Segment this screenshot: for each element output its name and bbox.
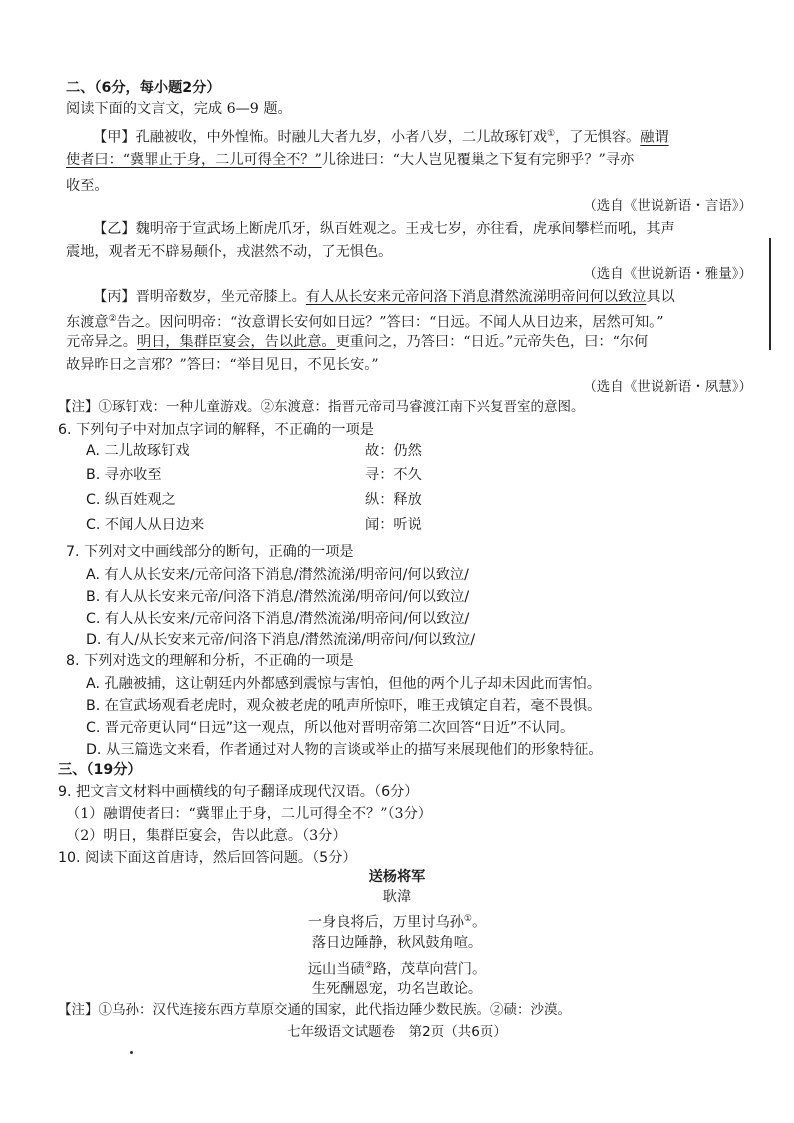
q6-option-b-answer: 寻：不久 [365,467,422,483]
question-10-stem: 10. 阅读下面这首唐诗，然后回答问题。（5分） [58,850,357,866]
underlined-sentence: 有人从长安来元帝问洛下消息潸然流涕明帝问何以致泣 [305,289,647,305]
q9-item-2: （2）明日，集群臣宴会，告以此意。（3分） [66,828,347,844]
q7-option-d: D. 有人/从长安来元帝/问洛下消息/潸然流涕/明帝问/何以致泣/ [86,632,476,648]
margin-rule [769,238,771,350]
text-span: 远山当碛 [307,961,365,978]
poem-title: 送杨将军 [368,869,426,885]
q6-option-d: C. 不闻人从日边来 [86,517,205,533]
q8-option-a: A. 孔融被捕，这让朝廷内外都感到震惊与害怕，但他的两个儿子却未因此而害怕。 [86,676,602,692]
q6-option-c-answer: 纵：释放 [365,492,422,508]
q7-option-c: C. 有人从长安来/元帝问洛下消息/潸然流涕/明帝问/何以致泣/ [86,611,470,627]
section-3-heading: 三、（19分） [58,762,142,778]
passage-yi-line-1: 【乙】魏明帝于宣武场上断虎爪牙，纵百姓观之。王戎七岁，亦往看，虎承间攀栏而吼，其声 [93,221,675,237]
q6-option-a: A. 二儿故琢钉戏 [86,443,190,459]
q6-option-c: C. 纵百姓观之 [86,492,176,508]
text-span: ，了无惧容。 [555,129,641,146]
q9-item-1: （1）融谓使者曰：“冀罪止于身，二儿可得全不？”（3分） [66,806,432,822]
page-footer: 七年级语文试题卷 第2页（共6页） [287,1024,507,1040]
passage-jia-line-1 [93,125,669,147]
footnote-1: 【注】①琢钉戏：一种儿童游戏。②东渡意：指晋元帝司马睿渡江南下兴复晋室的意图。 [58,399,585,415]
text-span: 。 [471,914,487,931]
section-instruction: 阅读下面的文言文，完成 6—9 题。 [66,101,292,117]
question-7-stem: 7. 下列对文中画线部分的断句，正确的一项是 [66,544,354,560]
poem-author: 耿湋 [382,889,412,905]
footnote-2: 【注】①乌孙：汉代连接东西方草原交通的国家，此代指边陲少数民族。②碛：沙漠。 [58,1002,571,1018]
passage-jia-source: （选自《世说新语・言语》） [583,198,752,214]
passage-bing-source: （选自《世说新语・夙慧》） [583,379,752,395]
poem-line-4: 生死酬恩宠，功名岂敢论。 [311,981,483,997]
underlined-sentence: 融谓 [640,129,669,146]
text-span: 一身良将后，万里讨乌孙 [307,914,464,931]
section-heading [66,79,221,97]
footnote-marker: ② [364,961,373,971]
q8-option-d: D. 从三篇选文来看，作者通过对人物的言谈或举止的描写来展现他们的形象特征。 [86,742,603,758]
section-number: 二、（6分，每小题2分） [66,80,221,96]
passage-yi-source: （选自《世说新语・雅量》） [583,266,752,282]
q8-option-b: B. 在宣武场观看老虎时，观众被老虎的吼声所惊吓，唯王戎镇定自若，毫不畏惧。 [86,698,602,714]
text-span: 告之。因问明帝：“汝意谓长安何如日远？”答曰：“日远。不闻人从日边来，居然可知。” [116,314,664,331]
underlined-sentence: 使者曰：“冀罪止于身，二儿可得全不？” [66,152,322,168]
q8-option-c: C. 晋元帝更认同“日远”这一观点，所以他对晋明帝第二次回答“日近”不认同。 [86,720,575,736]
q7-option-b: B. 有人从长安来元帝/问洛下消息/潸然流涕/明帝问/何以致泣/ [86,589,470,605]
footnote-marker: ② [108,314,117,324]
poem-line-2: 落日边陲静，秋风鼓角喧。 [311,935,483,951]
q7-option-a: A. 有人从长安来/元帝问洛下消息/潸然流涕/明帝问/何以致泣/ [86,567,469,583]
passage-yi-line-2: 震地，观者无不辟易颠仆，戎湛然不动，了无惧色。 [66,244,393,260]
underlined-sentence: 明日，集群臣宴会，告以此意。 [136,334,336,350]
passage-bing-line-3 [66,333,648,351]
text-span: 具以 [646,289,675,305]
text-span: 更重问之，乃答曰：“日近。”元帝失色，曰：“尔何 [335,334,649,350]
poem-line-1 [0,910,794,932]
question-6-stem: 6. 下列句子中对加点字词的解释，不正确的一项是 [58,422,374,438]
passage-jia-line-3: 收至。 [66,178,109,194]
passage-bing-line-1 [93,288,675,306]
q6-option-d-answer: 闻：听说 [365,517,422,533]
question-8-stem: 8. 下列对选文的理解和分析，不正确的一项是 [66,653,354,669]
text-span: 儿徐进曰：“大人岂见覆巢之下复有完卵乎？”寻亦 [321,152,635,168]
text-span: 元帝异之。 [66,334,137,350]
q6-option-a-answer: 故：仍然 [365,443,422,459]
q6-option-b: B. 寻亦收至 [86,467,162,483]
text-span: 【甲】孔融被收，中外惶怖。时融儿大者九岁，小者八岁，二儿故琢钉戏 [93,129,548,146]
stray-mark [130,1051,133,1054]
footnote-marker: ① [547,129,556,139]
passage-jia-line-2 [66,151,634,169]
text-span: 【丙】晋明帝数岁，坐元帝膝上。 [93,289,306,305]
question-9-stem: 9. 把文言文材料中画横线的句子翻译成现代汉语。（6分） [58,784,419,800]
text-span: 东渡意 [66,314,109,331]
footnote-marker: ① [463,914,472,924]
passage-bing-line-2 [66,310,664,332]
text-span: 路，茂草向营门。 [372,961,487,978]
passage-bing-line-4: 故异昨日之言邪？”答曰：“举目见日，不见长安。” [66,357,379,373]
poem-line-3 [0,957,794,979]
